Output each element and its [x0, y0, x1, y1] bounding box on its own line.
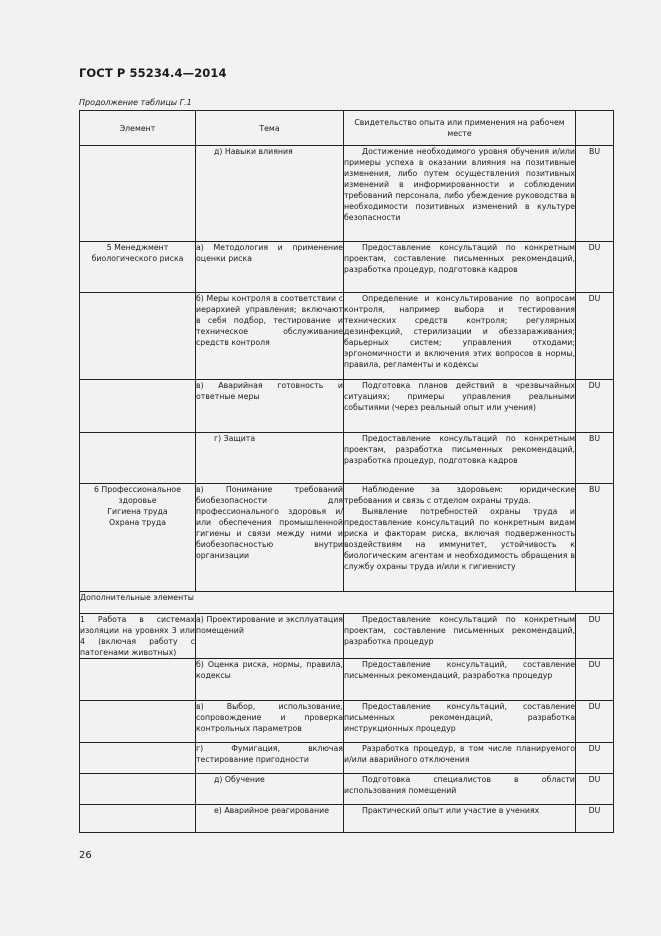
table-row	[80, 146, 614, 242]
cell-topic: а) Методология и применение оценки риска	[196, 242, 344, 293]
cell-topic: а) Проектирование и эксплуатация помещений	[196, 614, 344, 659]
evidence-paragraph: Наблюдение за здоровьем: юридические требования и связь с отделом охраны труда.	[344, 485, 575, 505]
cell-topic: б) Меры контроля в соответствии с иерархией управления; включают в себя подбор, тестирование и техническое обслуживание средств контроля	[196, 293, 344, 380]
cell-evidence: Разработка процедур, в том числе планируемого и/или аварийного отключения	[344, 743, 576, 774]
header-element: Элемент	[80, 111, 196, 146]
cell-evidence: Определение и консультирование по вопросам контроля, например выбора и тестирования технических средств контроля; регулярных дезинфекций, стерилизации и обеззараживания; барьерных систем; управления отходами; эргономичности и включения этих вопросов в нормы, правила, регламенты и кодексы	[344, 293, 576, 380]
evidence-paragraph: Выявление потребностей охраны труда и предоставление консультаций по конкретным видам риска и факторам риска, включая подверженность воздействиям на иммунитет, устойчивость к биологическим агентам и необходимость обращения в службу охраны труда и/или к гигиенисту	[344, 507, 575, 571]
table-row	[80, 614, 614, 659]
cell-evidence: Предоставление консультаций, составление письменных рекомендаций, разработка процедур	[344, 659, 576, 701]
table-caption: Продолжение таблицы Г.1	[79, 98, 192, 107]
document-header: ГОСТ Р 55234.4—2014	[79, 66, 227, 80]
cell-element: 1 Работа в системах изоляции на уровнях 3 или 4 (включая работу с патогенами животных)	[80, 615, 195, 657]
cell-evidence: Подготовка специалистов в области использования помещений	[344, 774, 576, 805]
cell-element	[80, 293, 196, 380]
cell-code: DU	[576, 805, 614, 833]
cell-element: 5 Менеджмент биологического риска	[80, 242, 196, 293]
cell-evidence: Достижение необходимого уровня обучения и/или примеры успеха в оказании влияния на позитивные изменения, либо путем осуществления позитивных изменений в информированности и соблюдении требований персонала, либо убеждение руководства в необходимости позитивных изменений в культуре безопасности	[344, 146, 576, 242]
table-row	[80, 701, 614, 743]
cell-topic: е) Аварийное реагирование	[196, 805, 344, 833]
cell-topic: в) Аварийная готовность и ответные меры	[196, 380, 344, 433]
cell-topic: г) Защита	[196, 433, 344, 484]
cell-evidence	[344, 484, 576, 592]
cell-topic: г) Фумигация, включая тестирование пригодности	[196, 743, 344, 774]
table-row	[80, 774, 614, 805]
header-evidence: Свидетельство опыта или применения на рабочем месте	[344, 111, 576, 146]
cell-element	[80, 774, 196, 805]
cell-evidence: Предоставление консультаций по конкретным проектам, составление письменных рекомендаций, разработка процедур, подготовка кадров	[344, 242, 576, 293]
table-row	[80, 433, 614, 484]
cell-topic: д) Навыки влияния	[196, 146, 344, 242]
table-header-row	[80, 111, 614, 146]
cell-evidence: Подготовка планов действий в чрезвычайных ситуациях; примеры управления реальными событиями (через реальный опыт или учения)	[344, 380, 576, 433]
cell-topic: д) Обучение	[196, 774, 344, 805]
section-label: Дополнительные элементы	[80, 592, 614, 614]
cell-topic: в) Понимание требований биобезопасности для профессионального здоровья и/или обеспечения промышленной гигиены и связи между ними и биобезопасностью внутри организации	[196, 484, 344, 592]
cell-code: DU	[576, 774, 614, 805]
cell-code: DU	[576, 242, 614, 293]
cell-element	[80, 433, 196, 484]
table-row	[80, 242, 614, 293]
table-row	[80, 293, 614, 380]
cell-evidence: Предоставление консультаций по конкретным проектам, разработка письменных рекомендаций, разработка процедур, подготовка кадров	[344, 433, 576, 484]
cell-code: DU	[576, 380, 614, 433]
cell-code: BU	[576, 433, 614, 484]
table-row	[80, 659, 614, 701]
cell-code: DU	[576, 293, 614, 380]
cell-code: DU	[576, 743, 614, 774]
section-row	[80, 592, 614, 614]
cell-element: 6 Профессиональное здоровье Гигиена труда Охрана труда	[80, 484, 196, 592]
header-code	[576, 111, 614, 146]
cell-topic: в) Выбор, использование, сопровождение и проверка контрольных параметров	[196, 701, 344, 743]
page-number: 26	[79, 850, 92, 861]
cell-element	[80, 146, 196, 242]
cell-element	[80, 805, 196, 833]
cell-topic: б) Оценка риска, нормы, правила, кодексы	[196, 659, 344, 701]
table-row	[80, 484, 614, 592]
cell-code: BU	[576, 484, 614, 592]
cell-evidence: Практический опыт или участие в учениях	[344, 805, 576, 833]
cell-evidence: Предоставление консультаций, составление письменных рекомендаций, разработка инструкционных процедур	[344, 701, 576, 743]
cell-code: DU	[576, 659, 614, 701]
cell-evidence: Предоставление консультаций по конкретным проектам, составление письменных рекомендаций, разработка процедур	[344, 614, 576, 659]
header-topic: Тема	[196, 111, 344, 146]
table-row	[80, 380, 614, 433]
cell-code: BU	[576, 146, 614, 242]
table-row	[80, 743, 614, 774]
cell-code: DU	[576, 614, 614, 659]
cell-element	[80, 659, 196, 701]
cell-element	[80, 701, 196, 743]
cell-element	[80, 380, 196, 433]
cell-code: DU	[576, 701, 614, 743]
requirements-table	[79, 110, 614, 833]
table-row	[80, 805, 614, 833]
cell-element	[80, 743, 196, 774]
